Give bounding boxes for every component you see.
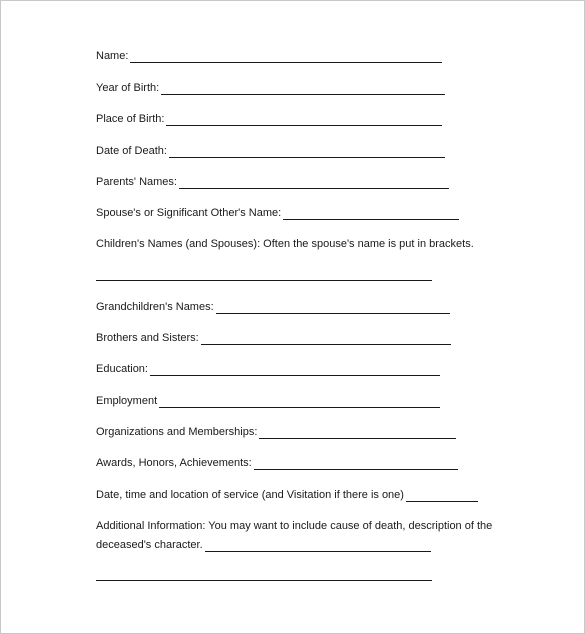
employment-field[interactable]	[96, 394, 440, 408]
additional-info-label: Additional Information: You may want to include cause of death, description of the	[96, 520, 493, 532]
siblings-label: Brothers and Sisters:	[96, 332, 199, 344]
place-of-birth-field[interactable]	[96, 112, 442, 126]
awards-label: Awards, Honors, Achievements:	[96, 457, 252, 469]
place-of-birth-line[interactable]	[166, 114, 442, 126]
education-label: Education:	[96, 363, 148, 375]
grandchildren-label: Grandchildren's Names:	[96, 301, 214, 313]
year-of-birth-line[interactable]	[161, 83, 445, 95]
date-of-death-label: Date of Death:	[96, 145, 167, 157]
parents-names-label: Parents' Names:	[96, 176, 177, 188]
service-field[interactable]	[96, 488, 478, 502]
additional-info-extra-line[interactable]	[96, 580, 432, 581]
service-label: Date, time and location of service (and Visitation if there is one)	[96, 489, 404, 501]
siblings-line[interactable]	[201, 333, 451, 345]
name-field[interactable]	[96, 49, 442, 63]
date-of-death-line[interactable]	[169, 146, 445, 158]
education-line[interactable]	[150, 364, 440, 376]
spouse-line[interactable]	[283, 208, 459, 220]
childrens-names-line[interactable]	[96, 280, 432, 281]
spouse-field[interactable]	[96, 206, 459, 220]
organizations-line[interactable]	[259, 427, 456, 439]
awards-line[interactable]	[254, 458, 458, 470]
service-line[interactable]	[406, 490, 478, 502]
parents-names-field[interactable]	[96, 175, 449, 189]
name-label: Name:	[96, 50, 129, 62]
childrens-names-label: Children's Names (and Spouses): Often the spouse's name is put in brackets.	[96, 238, 474, 250]
additional-info-field[interactable]	[96, 538, 431, 552]
year-of-birth-label: Year of Birth:	[96, 82, 160, 94]
grandchildren-field[interactable]	[96, 300, 450, 314]
education-field[interactable]	[96, 362, 440, 376]
employment-line[interactable]	[159, 396, 440, 408]
spouse-label: Spouse's or Significant Other's Name:	[96, 207, 282, 219]
organizations-field[interactable]	[96, 425, 456, 439]
place-of-birth-label: Place of Birth:	[96, 113, 165, 125]
date-of-death-field[interactable]	[96, 144, 445, 158]
organizations-label: Organizations and Memberships:	[96, 426, 258, 438]
additional-info-line[interactable]	[205, 540, 431, 552]
grandchildren-line[interactable]	[216, 302, 450, 314]
year-of-birth-field[interactable]	[96, 81, 445, 95]
additional-info-label-continued: deceased's character.	[96, 539, 203, 551]
name-line[interactable]	[130, 51, 442, 63]
siblings-field[interactable]	[96, 331, 451, 345]
awards-field[interactable]	[96, 456, 458, 470]
parents-names-line[interactable]	[179, 177, 449, 189]
employment-label: Employment	[96, 395, 158, 407]
